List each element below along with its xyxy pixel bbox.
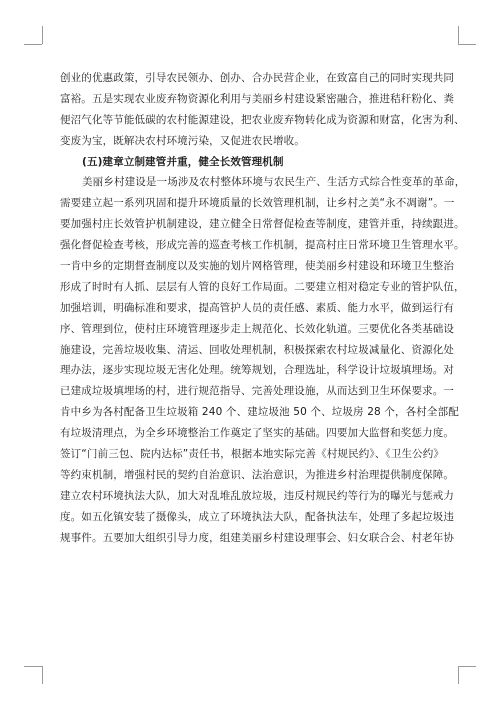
text-line: 要加强村庄长效管护机制建设，建立健全日常督促检查等制度，建管并重，持续跟进。 — [60, 218, 465, 231]
text-line: 序、管理到位，使村庄环境管理逐步走上规范化、长效化轨道。三要优化各类基础设 — [60, 322, 455, 335]
text-line: 度。如五化镇安装了摄像头，成立了环境执法大队，配备执法车，处理了多起垃圾违 — [60, 510, 455, 523]
text-line: 施建设，完善垃圾收集、清运、回收处理机制，积极探索农村垃圾减量化、资源化处 — [60, 343, 455, 356]
document-body — [60, 68, 466, 548]
text-line: 需要建立起一系列巩固和提升环境质量的长效管理机制，让乡村之美“永不凋谢”。一 — [60, 197, 455, 210]
text-line: 变废为宝，既解决农村环境污染，又促进农民增收。 — [60, 134, 305, 147]
text-line: 富裕。五是实现农业废弃物资源化利用与美丽乡村建设紧密融合，推进秸秆粉化、粪 — [60, 92, 455, 105]
text-line: 规事件。五要加大组织引导力度，组建美丽乡村建设理事会、妇女联合会、村老年协 — [60, 531, 455, 544]
text-line: 便沼气化等节能低碳的农村能源建设，把农业废弃物转化成为资源和财富，化害为利、 — [60, 113, 465, 126]
text-line: 理办法，逐步实现垃圾无害化处理。统筹规划，合理选址，科学设计垃圾填埋场。对 — [60, 364, 455, 377]
section-heading: (五)建章立制建管并重，健全长效管理机制 — [82, 155, 284, 168]
text-line: 创业的优惠政策，引导农民领办、创办、合办民营企业，在致富自己的同时实现共同 — [60, 72, 455, 84]
text-line: 等约束机制，增强村民的契约自治意识、法治意识，为推进乡村治理提供制度保障。 — [60, 468, 455, 481]
text-line: 签订“门前三包、院内达标”责任书，根据本地实际完善《村规民约》、《卫生公约》 — [60, 448, 445, 461]
text-line: 强化督促检查考核，形成完善的巡查考核工作机制，提高村庄日常环境卫生管理水平。 — [60, 239, 465, 252]
text-line: 加强培训，明确标准和要求，提高管护人员的责任感、素质、能力水平，做到运行有 — [60, 301, 455, 314]
text-line: 建立农村环境执法大队，加大对乱堆乱放垃圾，违反村规民约等行为的曝光与惩戒力 — [60, 489, 455, 502]
text-line: 一肯中乡的定期督查制度以及实施的划片网格管理，使美丽乡村建设和环境卫生整治 — [60, 260, 455, 273]
text-line: 肯中乡为各村配备卫生垃圾箱 240 个、建垃圾池 50 个、垃圾房 28 个，各村全部配 — [60, 406, 459, 419]
text-line: 已建成垃圾填埋场的村，进行规范指导、完善处理设施，从而达到卫生环保要求。一 — [60, 385, 455, 398]
text-line: 形成了时时有人抓、层层有人管的良好工作局面。二要建立相对稳定专业的管护队伍， — [60, 280, 465, 293]
text-line: 美丽乡村建设是一场涉及农村整体环境与农民生产、生活方式综合性变革的革命， — [82, 176, 466, 189]
text-line: 有垃圾清理点，为全乡环境整治工作奠定了坚实的基础。四要加大监督和奖惩力度。 — [60, 427, 455, 440]
